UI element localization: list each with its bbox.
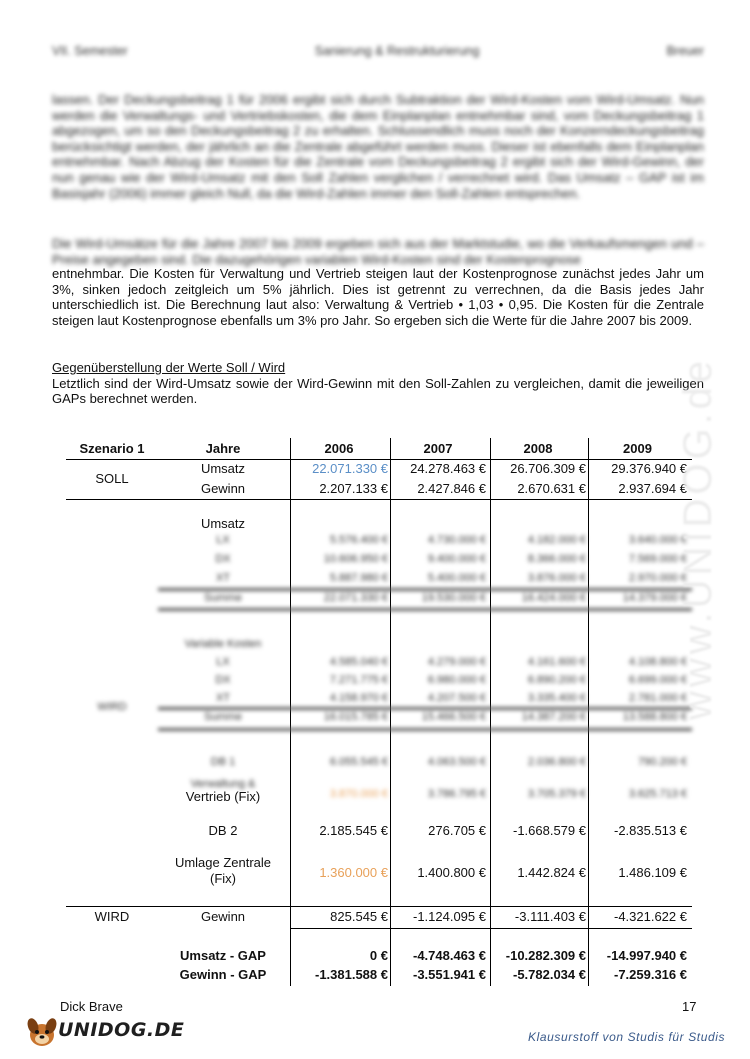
cell-value: -10.282.309 € bbox=[505, 948, 586, 963]
row-label: Summe bbox=[204, 592, 242, 604]
header-year: 2006 bbox=[324, 441, 354, 456]
scenario-soll-label: SOLL bbox=[95, 471, 129, 486]
header-right: Breuer bbox=[666, 44, 704, 58]
cell-value: 14.387.200 € bbox=[521, 711, 586, 723]
cell-value: 6.980.000 € bbox=[427, 674, 486, 686]
row-label-line: Umlage Zentrale bbox=[174, 855, 272, 870]
cell-value: -3.111.403 € bbox=[514, 909, 586, 924]
row-label: DX bbox=[215, 553, 231, 565]
row-label: LX bbox=[216, 534, 230, 546]
row-label: DB 2 bbox=[208, 823, 238, 838]
paragraph-deckungsbeitrag: lassen. Der Deckungsbeitrag 1 für 2006 ergibt sich durch Subtraktion der Wird-Kosten vom Wird-Umsatz. Nun werden die Verwaltungs- und Vertriebskosten, die dem Einplanplan entnehmbar sind, vom Deckungsbeitrag 1 abgezogen, um so den Deckungsbeitrag 2 zu erhalten. Schlussendlich muss noch der Konzerndeckungsbeitrag berücksichtigt werden, der jährlich an die Zentrale abgeführt werden muss. Dieser ist ebenfalls dem Einplanplan entnehmbar. Nach Abzug der Kosten für die Zentrale vom Deckungsbeitrag 2 ergibt sich der Wird-Gewinn, der nun genau wie der Wird-Umsatz mit den Soll Zahlen verglichen / verrechnet wird. Das Umsatz – GAP ist im Basisjahr (2006) immer gleich Null, da die Wird-Zahlen immer den Soll-Zahlen entsprechen. bbox=[52, 92, 704, 201]
cell-value: 9.400.000 € bbox=[427, 553, 486, 565]
cell-value: 2.970.000 € bbox=[628, 572, 687, 584]
cell-value: 22.071.330 € bbox=[323, 592, 388, 604]
table-row-gewinn-gap bbox=[66, 965, 692, 985]
row-label: Summe bbox=[204, 711, 242, 723]
cell-value: 1.400.800 € bbox=[417, 865, 486, 880]
cell-value: 4.063.500 € bbox=[427, 756, 486, 768]
row-label: Gewinn bbox=[200, 481, 246, 496]
table-row bbox=[66, 701, 692, 727]
table-row-wird-gewinn bbox=[66, 907, 692, 927]
cell-value: -3.551.941 € bbox=[412, 967, 486, 982]
cell-value: 3.335.400 € bbox=[527, 692, 586, 704]
table-row bbox=[66, 588, 692, 608]
cell-value: -2.835.513 € bbox=[613, 823, 687, 838]
cell-value: 2.670.631 € bbox=[517, 481, 586, 496]
cell-value: 8.366.000 € bbox=[527, 553, 586, 565]
cell-value: 3.876.000 € bbox=[527, 572, 586, 584]
table-row bbox=[66, 670, 692, 690]
row-label: DB 1 bbox=[210, 756, 236, 768]
header-scenario: Szenario 1 bbox=[79, 441, 145, 456]
cell-value: 16.015.785 € bbox=[323, 711, 388, 723]
cell-value: 4.730.000 € bbox=[427, 534, 486, 546]
cell-value: 3.870.000 € bbox=[329, 788, 388, 800]
cell-value: 3.625.713 € bbox=[628, 788, 687, 800]
header-left: VII. Semester bbox=[52, 44, 128, 58]
cell-value: 2.036.800 € bbox=[527, 756, 586, 768]
row-label: Variable Kosten bbox=[184, 638, 262, 650]
wird-umsatz-heading: Umsatz bbox=[200, 516, 246, 531]
unidog-logo[interactable] bbox=[24, 1014, 185, 1050]
cell-value: -1.381.588 € bbox=[314, 967, 388, 982]
table-row bbox=[66, 634, 692, 654]
cell-value: 14.379.000 € bbox=[622, 592, 687, 604]
cell-value: 7.271.775 € bbox=[329, 674, 388, 686]
table-header-row bbox=[66, 439, 692, 459]
cell-value: -1.668.579 € bbox=[512, 823, 586, 838]
cell-value: -7.259.316 € bbox=[613, 967, 687, 982]
row-label-umlage bbox=[158, 855, 288, 891]
table-row bbox=[66, 652, 692, 672]
cell-value: 1.442.824 € bbox=[517, 865, 586, 880]
cell-value: -14.997.940 € bbox=[606, 948, 687, 963]
table-hline bbox=[158, 728, 692, 731]
row-label: XT bbox=[215, 692, 231, 704]
cell-value: 825.545 € bbox=[330, 909, 388, 924]
table-row-db2 bbox=[66, 821, 692, 841]
cell-value: 26.706.309 € bbox=[510, 461, 586, 476]
footer-author: Dick Brave bbox=[60, 999, 123, 1014]
cell-value: 6.699.000 € bbox=[628, 674, 687, 686]
section-title: Gegenüberstellung der Werte Soll / Wird bbox=[52, 360, 286, 375]
table-row-umsatz-gap bbox=[66, 946, 692, 966]
cell-value: 24.278.463 € bbox=[410, 461, 486, 476]
cell-value: 2.185.545 € bbox=[319, 823, 388, 838]
cell-value: 3.640.000 € bbox=[628, 534, 687, 546]
cell-value: 790.200 € bbox=[638, 756, 687, 768]
row-label: Gewinn - GAP bbox=[179, 967, 267, 982]
row-label: Verwaltung & bbox=[190, 778, 256, 790]
cell-value: 16.424.000 € bbox=[521, 592, 586, 604]
cell-value: 276.705 € bbox=[428, 823, 486, 838]
paragraph-wird-umsaetze-intro: Die Wird-Umsätze für die Jahre 2007 bis 2009 ergeben sich aus der Marktstudie, wo die Verkaufsmengen und –Preise angegeben sind. Die dazugehörigen variablen Wird-Kosten sind der Kostenprognose bbox=[52, 236, 704, 267]
cell-value: 4.108.800 € bbox=[628, 656, 687, 668]
row-label: LX bbox=[216, 656, 230, 668]
table-row bbox=[66, 568, 692, 588]
cell-value: 5.400.000 € bbox=[427, 572, 486, 584]
row-label: XT bbox=[215, 572, 231, 584]
dog-icon bbox=[24, 1014, 60, 1050]
cell-value: 1.486.109 € bbox=[618, 865, 687, 880]
cell-value: 3.786.795 € bbox=[427, 788, 486, 800]
cell-value: 13.588.800 € bbox=[622, 711, 687, 723]
cell-value: 4.207.500 € bbox=[427, 692, 486, 704]
header-center: Sanierung & Restrukturierung bbox=[314, 44, 480, 58]
vv-visible-row bbox=[66, 787, 692, 807]
cell-value: -4.748.463 € bbox=[412, 948, 486, 963]
table-hline-gap bbox=[290, 928, 692, 929]
cell-value: 4.585.040 € bbox=[329, 656, 388, 668]
cell-value: 29.376.940 € bbox=[611, 461, 687, 476]
table-hline bbox=[158, 608, 692, 611]
table-row bbox=[66, 752, 692, 772]
header-jahre: Jahre bbox=[205, 441, 241, 456]
cell-value: 3.705.379 € bbox=[527, 788, 586, 800]
cell-value: 2.207.133 € bbox=[319, 481, 388, 496]
cell-value: 19.530.000 € bbox=[421, 592, 486, 604]
table-row-umlage bbox=[66, 855, 692, 891]
cell-value: 4.158.970 € bbox=[329, 692, 388, 704]
cell-value: 2.427.846 € bbox=[417, 481, 486, 496]
cell-value: 10.606.950 € bbox=[323, 553, 388, 565]
wird-blurred-block bbox=[66, 530, 692, 860]
cell-value: 2.937.694 € bbox=[618, 481, 687, 496]
page-header bbox=[52, 44, 704, 62]
page-number: 17 bbox=[682, 999, 697, 1014]
table-row bbox=[66, 530, 692, 550]
cell-value: 22.071.330 € bbox=[312, 461, 388, 476]
cell-value: 4.161.600 € bbox=[527, 656, 586, 668]
cell-value: 5.887.980 € bbox=[329, 572, 388, 584]
cell-value: -4.321.622 € bbox=[613, 909, 687, 924]
logo-text: UNIDOG.DE bbox=[58, 1019, 185, 1041]
cell-value: 4.182.000 € bbox=[527, 534, 586, 546]
section-soll-wird bbox=[52, 360, 704, 407]
scenario-wird-label: WIRD bbox=[94, 909, 130, 924]
cell-value: 7.569.000 € bbox=[628, 553, 687, 565]
table-row bbox=[66, 688, 692, 708]
row-label: Vertrieb (Fix) bbox=[185, 789, 261, 804]
row-label-line: (Fix) bbox=[210, 871, 236, 886]
cell-value: 2.781.000 € bbox=[628, 692, 687, 704]
footer-slogan: Klausurstoff von Studis für Studis bbox=[528, 1030, 726, 1044]
watermark: www.UNIDOG.de bbox=[676, 356, 720, 720]
row-label: Umsatz bbox=[200, 461, 246, 476]
table-hline-soll bbox=[66, 499, 692, 500]
paragraph-kosten: entnehmbar. Die Kosten für Verwaltung und Vertrieb steigen laut der Kostenprognose zunächst jedes Jahr um 3%, sinken jedoch zeitgleich um 5% jährlich. Dies ist getrennt zu verrechnen, da die Basis jedes Jahr unterschiedlich ist. Die Berechnung laut also: Verwaltung & Vertrieb • 1,03 • 0,95. Die Kosten für die Zentrale steigen laut Kostenprognose ebenfalls um 3% pro Jahr. So ergeben sich die Werte für die Jahre 2007 bis 2009. bbox=[52, 266, 704, 328]
cell-value: 5.576.400 € bbox=[329, 534, 388, 546]
section-text: Letztlich sind der Wird-Umsatz sowie der Wird-Gewinn mit den Soll-Zahlen zu vergleichen, damit die jeweiligen GAPs berechnet werden. bbox=[52, 375, 704, 407]
header-year: 2007 bbox=[423, 441, 453, 456]
row-label: Gewinn bbox=[200, 909, 246, 924]
cell-value: 4.279.000 € bbox=[427, 656, 486, 668]
scenario-wird-label: WIRD bbox=[97, 701, 127, 713]
row-label: DX bbox=[215, 674, 231, 686]
table-row bbox=[66, 549, 692, 569]
cell-value: 15.466.500 € bbox=[421, 711, 486, 723]
header-year: 2009 bbox=[623, 441, 652, 456]
row-label: Umsatz - GAP bbox=[180, 948, 266, 963]
cell-value: 6.890.200 € bbox=[527, 674, 586, 686]
header-year: 2008 bbox=[523, 441, 553, 456]
cell-value: -5.782.034 € bbox=[512, 967, 586, 982]
cell-value: 0 € bbox=[369, 948, 388, 963]
cell-value: 1.360.000 € bbox=[319, 865, 388, 880]
cell-value: -1.124.095 € bbox=[412, 909, 486, 924]
table-row-soll-gewinn bbox=[66, 479, 692, 499]
cell-value: 6.055.545 € bbox=[329, 756, 388, 768]
